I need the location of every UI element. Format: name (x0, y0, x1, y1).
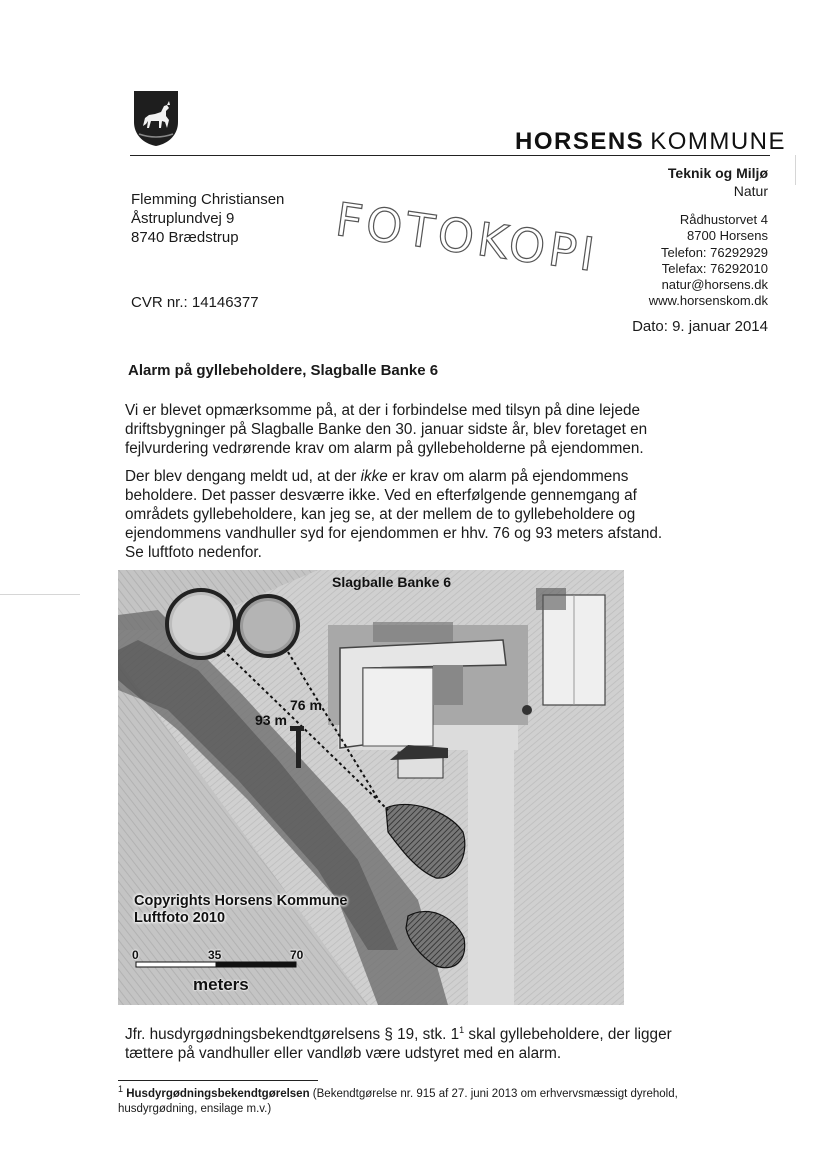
municipality-crest-logo (131, 88, 181, 148)
department-name: Teknik og Miljø (667, 165, 768, 181)
contact-web: www.horsenskom.dk (648, 293, 768, 309)
p2-text-a: Der blev dengang meldt ud, at der (125, 468, 361, 485)
contact-street: Rådhustorvet 4 (679, 212, 768, 227)
p2-text-b: er krav om alarm på ejendommens beholdere. Det passer desværre ikke. Ved en efterfølgende gennemgang af områdets gyllebeholdere, kan jeg se, at der mellem de to gyllebeholdere og ejendommens vandhuller syd for ejendommen er hhv. 76 og 93 meters afstand. Se luftfoto nedenfor. (125, 468, 663, 561)
scale-unit: meters (193, 975, 249, 994)
distance-label-93: 93 m (255, 712, 287, 728)
footnote-rule (118, 1080, 318, 1081)
brand-bold: HORSENS (515, 128, 645, 155)
scale-label-0: 0 (132, 948, 139, 962)
municipality-name (515, 128, 786, 156)
contact-block (649, 212, 768, 310)
photo-title: Slagballe Banke 6 (332, 574, 452, 590)
scale-label-35: 35 (208, 948, 222, 962)
paragraph-2 (125, 467, 685, 562)
recipient-name: Flemming Christiansen (131, 191, 285, 208)
photo-copyright-line-1: Copyrights Horsens Kommune (134, 893, 348, 909)
recipient-city: 8740 Brædstrup (131, 229, 239, 246)
brand-light: KOMMUNE (650, 128, 787, 155)
contact-city: 8700 Horsens (687, 228, 768, 244)
footnote-ref: 1 (459, 1024, 465, 1035)
scale-label-70: 70 (290, 948, 304, 962)
contact-email: natur@horsens.dk (661, 277, 768, 293)
contact-phone: Telefon: 76292929 (661, 244, 768, 260)
distance-label-76: 76 m (290, 697, 322, 713)
photocopy-stamp: FOTOKOPI (332, 192, 602, 283)
letter-subject: Alarm på gyllebeholdere, Slagballe Banke 6 (128, 362, 439, 379)
aerial-photo-drawing (118, 570, 624, 1005)
scan-mark-left (0, 594, 80, 595)
photo-copyright-line-2: Luftfoto 2010 (134, 910, 226, 926)
department-block (668, 164, 768, 200)
recipient-street: Åstruplundvej 9 (131, 210, 235, 227)
scan-mark-right (795, 155, 796, 185)
footnote (118, 1084, 678, 1117)
paragraph-1: Vi er blevet opmærksomme på, at der i forbindelse med tilsyn på dine lejede driftsbygninger på Slagballe Banke den 30. januar sidste år, blev foretaget en fejlvurdering vedrørende krav om alarm på gyllebeholderne på ejendommen. (125, 402, 648, 457)
cvr-number: CVR nr.: 14146377 (131, 294, 259, 311)
division-name: Natur (733, 183, 768, 199)
recipient-address (131, 190, 284, 247)
letter-date: Dato: 9. januar 2014 (632, 318, 768, 335)
p3-text-b: skal gyllebeholdere, der ligger tættere på vandhuller eller vandløb være udstyret med en alarm. (125, 1026, 672, 1062)
p2-emphasis: ikke (360, 468, 388, 485)
aerial-photo (118, 570, 624, 1005)
paragraph-3 (125, 1025, 685, 1063)
footnote-text: (Bekendtgørelse nr. 915 af 27. juni 2013 om erhvervsmæssigt dyrehold, husdyrgødning, ensilage m.v.) (118, 1088, 678, 1115)
footnote-number: 1 (118, 1084, 124, 1095)
p3-text-a: Jfr. husdyrgødningsbekendtgørelsens § 19, stk. 1 (125, 1026, 460, 1043)
contact-fax: Telefax: 76292010 (661, 260, 768, 276)
footnote-heading: Husdyrgødningsbekendtgørelsen (126, 1088, 310, 1100)
photo-copyright (134, 893, 348, 927)
header-rule (130, 155, 770, 156)
